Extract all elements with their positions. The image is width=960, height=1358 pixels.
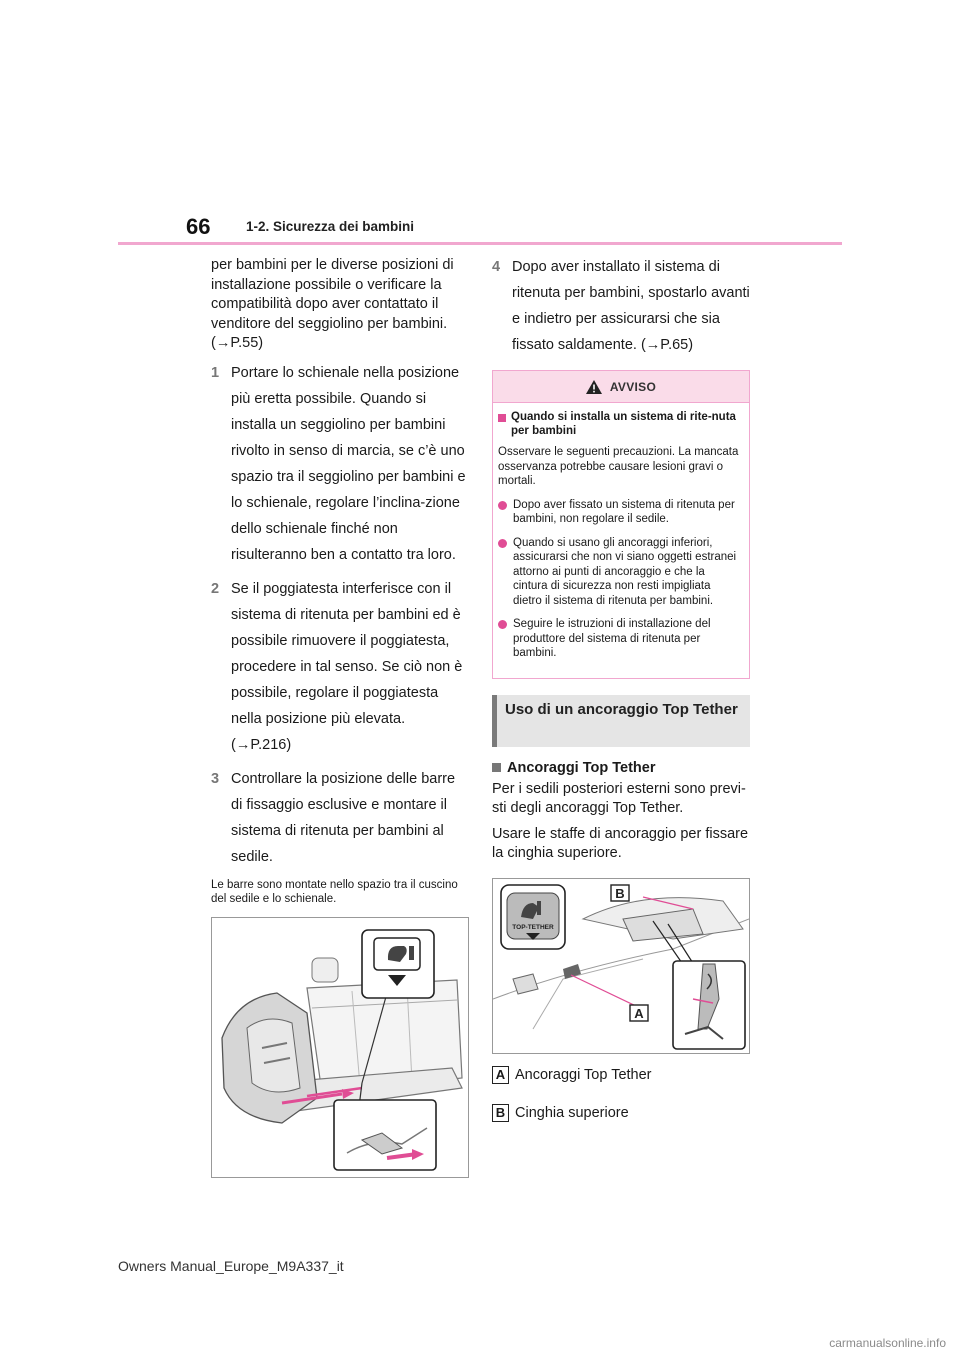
step-text: Se il poggiatesta interferisce con il sistema di ritenuta per bambini ed è possibile rimuovere il poggiatesta, procedere in tal senso. Se ciò non è possibile, regolare il poggiatesta nella posizione più elevata. (→P.216) — [231, 580, 463, 753]
header-divider — [118, 242, 842, 245]
step-text: Portare lo schienale nella posizione più eretta possibile. Quando si installa un seggiolino per bambini rivolto in senso di marcia, se c’è uno spazio tra il seggiolino per bambini e lo schienale, regolare l’inclina-zione dello schienale finché non risulteranno ben a contatto tra loro. — [231, 364, 466, 563]
step-number: 2 — [211, 580, 220, 597]
warning-bullet-text: Quando si usano gli ancoraggi inferiori, assicurarsi che non vi siano oggetti estranei attorno ai punti di ancoraggio e che la cintura di sicurezza non resti impigliata dietro il sistema di ritenuta per bambini. — [513, 536, 737, 607]
step-text: Dopo aver installato il sistema di ritenuta per bambini, spostarlo avanti e indietro per assicurarsi che sia fissato saldamente. (→P.65) — [512, 259, 750, 353]
circle-bullet-icon — [498, 501, 507, 510]
step-number: 3 — [211, 770, 220, 787]
warning-bullet — [498, 617, 739, 661]
tether-paragraph-1: Per i sedili posteriori esterni sono previ-sti degli ancoraggi Top Tether. — [492, 780, 746, 816]
legend-text: Cinghia superiore — [515, 1104, 629, 1121]
top-tether-icon-text: TOP-TETHER — [512, 923, 554, 931]
circle-bullet-icon — [498, 620, 507, 629]
circle-bullet-icon — [498, 539, 507, 548]
step-3 — [211, 766, 467, 870]
step-4 — [492, 254, 750, 358]
legend-text: Ancoraggi Top Tether — [515, 1066, 652, 1083]
step-number: 4 — [492, 259, 501, 275]
legend-key: B — [492, 1104, 509, 1122]
step-note: Le barre sono montate nello spazio tra il cuscino del sedile e lo schienale. — [211, 878, 458, 905]
step-number: 1 — [211, 364, 220, 381]
page-number: 66 — [186, 214, 211, 239]
legend-key: A — [492, 1066, 509, 1084]
square-bullet-icon — [498, 414, 506, 422]
section-title: 1-2. Sicurezza dei bambini — [246, 219, 415, 234]
legend-item-b — [492, 1104, 750, 1122]
sub-heading-text: Ancoraggi Top Tether — [507, 759, 656, 776]
square-bullet-icon — [492, 763, 501, 772]
warning-title: AVVISO — [609, 379, 657, 394]
top-tether-illustration — [492, 878, 750, 1054]
tether-paragraph-2: Usare le staffe di ancoraggio per fissare la cinghia superiore. — [492, 825, 749, 861]
legend-item-a — [492, 1066, 750, 1084]
warning-box — [492, 370, 750, 679]
warning-bullet-text: Seguire le istruzioni di installazione del produttore del sistema di ritenuta per bambini. — [513, 618, 711, 659]
top-tether-drawing — [493, 879, 749, 1053]
right-column — [492, 254, 750, 1122]
left-column — [211, 256, 467, 1178]
step-1 — [211, 360, 467, 568]
warning-header — [493, 371, 749, 403]
warning-bullet — [498, 498, 739, 527]
warning-subheading — [498, 411, 739, 438]
warning-bullet-text: Dopo aver fissato un sistema di ritenuta per bambini, non regolare il sedile. — [513, 498, 735, 525]
isofix-installation-illustration — [211, 917, 469, 1178]
step-2 — [211, 576, 467, 758]
sub-heading — [492, 760, 750, 776]
warning-triangle-icon — [586, 380, 602, 394]
rear-seat-child-seat-drawing — [212, 918, 468, 1177]
watermark: carmanualsonline.info — [829, 1336, 946, 1350]
warning-body — [493, 403, 749, 678]
warning-subheading-text: Quando si installa un sistema di rite-nuta per bambini — [511, 411, 736, 437]
intro-paragraph: per bambini per le diverse posizioni di installazione possibile o verificare la compatibilità dopo aver contattato il venditore del seggiolino per bambini. (→P.55) — [211, 257, 454, 351]
footer-manual-id: Owners Manual_Europe_M9A337_it — [118, 1258, 344, 1274]
warning-bullet — [498, 536, 739, 609]
topic-heading: Uso di un ancoraggio Top Tether — [492, 695, 750, 747]
step-text: Controllare la posizione delle barre di fissaggio esclusive e montare il sistema di ritenuta per bambini al sedile. — [231, 770, 456, 865]
label-a: A — [634, 1005, 644, 1021]
label-b: B — [615, 885, 625, 901]
warning-intro: Osservare le seguenti precauzioni. La mancata osservanza potrebbe causare lesioni gravi o mortali. — [498, 446, 739, 487]
